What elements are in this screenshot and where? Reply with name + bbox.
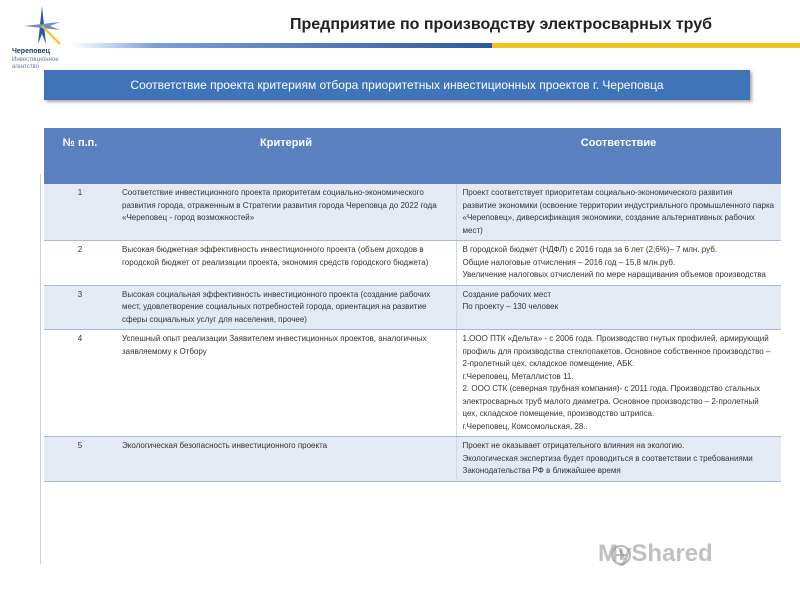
logo-agency: Инвестиционное агентство (12, 57, 59, 70)
row-num: 5 (44, 437, 116, 482)
row-num: 1 (44, 184, 116, 241)
row-compliance (456, 330, 781, 437)
row-compliance (456, 285, 781, 330)
stripe-blue (72, 43, 492, 48)
compliance-line: Увеличение налоговых отчислений по мере наращивания объемов производства (462, 270, 766, 279)
compliance-line: Создание рабочих мест (462, 289, 552, 299)
watermark: MyShared (598, 540, 713, 567)
agency-logo (8, 4, 78, 72)
row-compliance (456, 241, 781, 286)
table-row (44, 285, 781, 330)
table-header-row (44, 128, 781, 184)
compliance-line: 2. ООО СТК (северная трубная компания)- с 2011 года. Производство стальных электросварных труб малого диаметра. Основное производство – 2-пролетный цех, складское помещение, производство штрипса. (462, 384, 761, 418)
row-criterion: Экологическая безопасность инвестиционного проекта (116, 437, 456, 482)
row-num: 2 (44, 241, 116, 286)
section-banner (44, 70, 750, 100)
compliance-line: г.Череповец, Металлистов 11. (462, 371, 574, 381)
logo-city: Череповец (12, 48, 50, 55)
compliance-line: Экологическая экспертиза будет проводиться в соответствии с требованиями Законодательства РФ в ближайшее время (462, 453, 753, 475)
row-criterion: Высокая бюджетная эффективность инвестиционного проекта (объем доходов в городской бюджет от реализации проекта, экономия средств городского бюджета) (116, 241, 456, 286)
row-compliance (456, 437, 781, 482)
compliance-line: г.Череповец, Комсомольская, 28.. (462, 421, 588, 431)
stripe-yellow (492, 43, 800, 48)
table-row (44, 330, 781, 437)
compliance-line: развитие экономики (освоение территории индустриального промышленного парка «Череповец», диверсификация экономики, создание альтернативных рабочих мест) (462, 200, 775, 235)
compliance-line: Общие налоговые отчисления – 2016 год – 15,8 млн.руб. (462, 257, 676, 267)
table-row (44, 437, 781, 482)
header-criterion: Критерий (116, 128, 456, 184)
header-compliance: Соответствие (456, 128, 781, 184)
compliance-line: Проект соответствует приоритетам социально-экономического развития (462, 188, 733, 197)
row-num: 4 (44, 330, 116, 437)
table-row (44, 241, 781, 286)
compliance-line: По проекту – 130 человек (462, 302, 559, 311)
row-compliance (456, 184, 781, 241)
criteria-table (44, 128, 781, 482)
compliance-line: 1.ООО ПТК «Дельта» - с 2006 года. Производство гнутых профилей, армирующий профиль для производства стеклопакетов. Основное собственное производство – 2-пролетный цех, складское помещение, АБК. (462, 334, 771, 368)
compliance-line: В городской бюджет (НДФЛ) с 2016 года за 6 лет (2,6%)– 7 млн. руб. (462, 245, 718, 254)
banner-text: Соответствие проекта критериям отбора приоритетных инвестиционных проектов г. Череповца (130, 78, 664, 92)
row-num: 3 (44, 285, 116, 330)
row-criterion: Соответствие инвестиционного проекта приоритетам социально-экономического развития города, отраженным в Стратегии развития города Череповца до 2022 года «Череповец - город возможностей» (116, 184, 456, 241)
table-row (44, 184, 781, 241)
page-title: Предприятие по производству электросварных труб (290, 16, 712, 33)
row-criterion: Высокая социальная эффективность инвестиционного проекта (создание рабочих мест, удовлетворение социальных потребностей города, ориентация на развитие сферы социальных услуг для населения, прочее) (116, 285, 456, 330)
star-logo-icon (20, 4, 64, 48)
header-num: № п.п. (44, 128, 116, 184)
compliance-line: Проект не оказывает отрицательного влияния на экологию. (462, 441, 685, 450)
left-divider (40, 174, 41, 564)
header-stripe (72, 43, 800, 48)
row-criterion: Успешный опыт реализации Заявителем инвестиционных проектов, аналогичных заявляемому к Отбору (116, 330, 456, 437)
